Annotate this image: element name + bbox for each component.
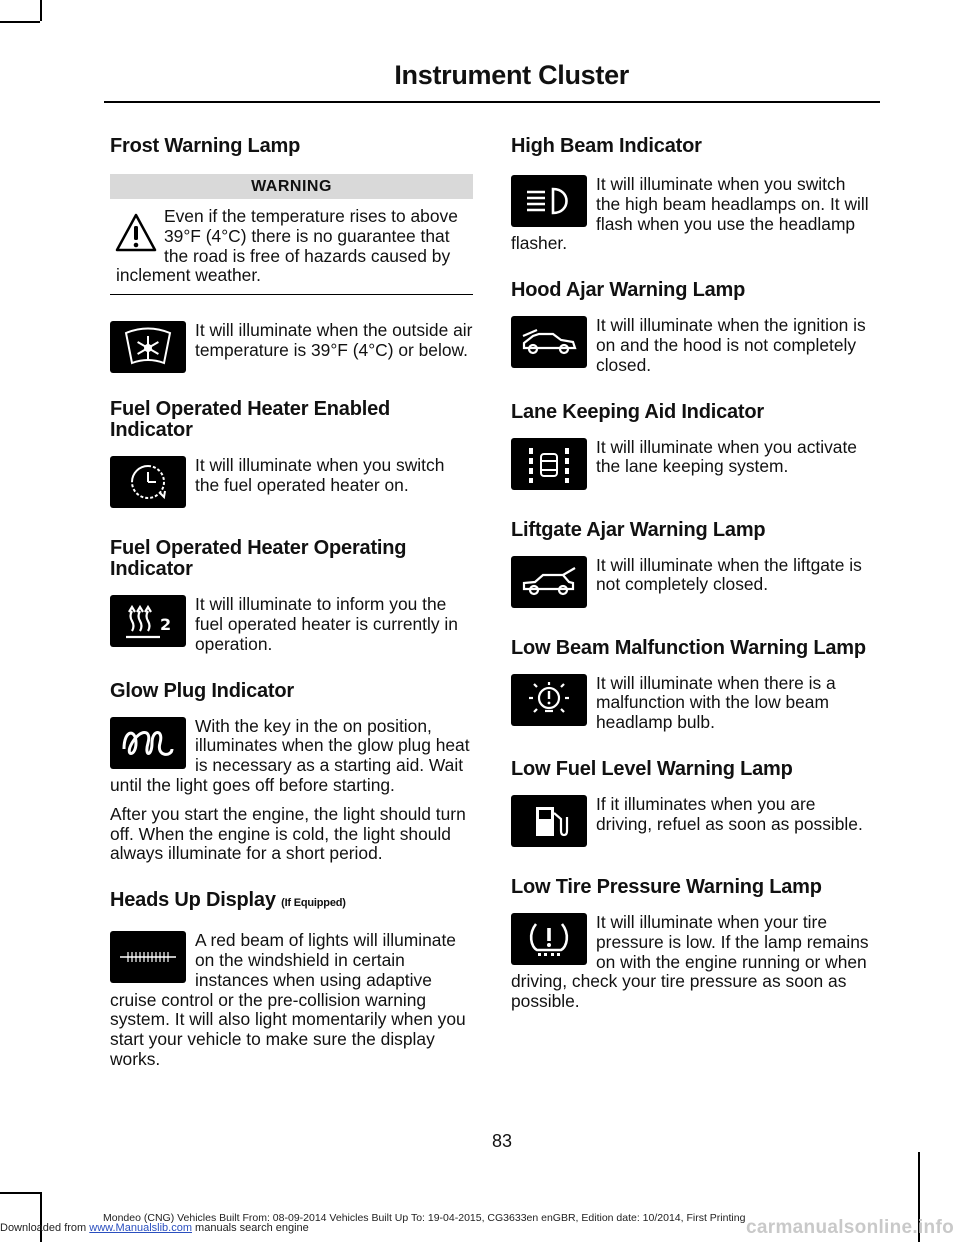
low-fuel-section	[511, 759, 874, 851]
crop-mark-bottom-left-v	[40, 1192, 42, 1242]
warning-triangle-icon	[114, 211, 158, 255]
liftgate-ajar-icon-box	[511, 556, 587, 608]
lane-keeping-section	[511, 402, 874, 494]
right-column	[511, 136, 874, 1038]
low-fuel-heading: Low Fuel Level Warning Lamp	[511, 757, 793, 780]
lane-keeping-text: It will illuminate when you activate the lane keeping system.	[596, 436, 857, 477]
low-tire-icon-box	[511, 913, 587, 965]
liftgate-ajar-text: It will illuminate when the liftgate is not completely closed.	[596, 554, 862, 595]
high-beam-icon-box	[511, 175, 587, 227]
frost-icon-box	[110, 321, 186, 373]
download-suffix: manuals search engine	[195, 1222, 309, 1234]
crop-mark-top-left-v	[40, 0, 42, 21]
glow-plug-text-2: After you start the engine, the light should turn off. When the engine is cold, the light should always illuminate for a short period.	[110, 803, 466, 864]
fuel-heater-operating-heading: Fuel Operated Heater Operating Indicator	[110, 537, 407, 581]
lane-keeping-heading: Lane Keeping Aid Indicator	[511, 400, 764, 423]
page-title: Instrument Cluster	[394, 60, 629, 90]
glow-plug-section	[110, 681, 473, 865]
low-tire-section	[511, 877, 874, 1012]
hood-ajar-text: It will illuminate when the ignition is on and the hood is not completely closed.	[596, 315, 866, 375]
heads-up-display-heading	[110, 890, 473, 914]
lane-keeping-icon-box	[511, 438, 587, 490]
liftgate-ajar-heading: Liftgate Ajar Warning Lamp	[511, 518, 766, 541]
fuel-pump-icon	[519, 801, 579, 841]
warning-box	[110, 207, 473, 295]
warning-label: WARNING	[110, 174, 473, 199]
low-fuel-icon-box	[511, 795, 587, 847]
hood-ajar-heading: Hood Ajar Warning Lamp	[511, 279, 746, 302]
heads-up-display-note: (If Equipped)	[281, 897, 346, 910]
heater-operating-icon	[118, 601, 178, 641]
left-column	[110, 136, 473, 1096]
low-beam-text: It will illuminate when there is a malfunction with the low beam headlamp bulb.	[596, 672, 836, 733]
liftgate-ajar-section	[511, 520, 874, 612]
low-tire-text: It will illuminate when your tire pressure is low. If the lamp remains on with the engine running or when driving, check your tire pressure as soon as possible.	[511, 911, 869, 1012]
hood-ajar-car-icon	[519, 322, 579, 362]
hood-ajar-section	[511, 280, 874, 375]
heads-up-display-icon-box	[110, 931, 186, 983]
fuel-heater-operating-section	[110, 538, 473, 654]
heads-up-display-text: A red beam of lights will illuminate on the windshield in certain instances when using adaptive cruise control or the pre-collision warning system. It will also light momentarily when you start your vehicle to make sure the display works.	[110, 930, 466, 1069]
high-beam-text: It will illuminate when you switch the high beam headlamps on. It will flash when you use the headlamp flasher.	[511, 174, 869, 254]
download-prefix: Downloaded from	[0, 1222, 87, 1234]
frost-warning-section	[110, 136, 473, 377]
crop-mark-bottom-left-h	[0, 1192, 40, 1194]
low-beam-icon-box	[511, 674, 587, 726]
heater-timer-clock-icon	[118, 462, 178, 502]
heads-up-display-beam-icon	[118, 937, 178, 977]
fuel-heater-enabled-section	[110, 399, 473, 512]
high-beam-headlamp-icon	[519, 181, 579, 221]
manualslib-link[interactable]: www.Manualslib.com	[89, 1222, 192, 1234]
fuel-heater-operating-icon-box	[110, 595, 186, 647]
lane-keeping-car-icon	[519, 444, 579, 484]
fuel-heater-enabled-text: It will illuminate when you switch the fuel operated heater on.	[195, 455, 445, 495]
heads-up-display-section	[110, 890, 473, 1070]
fuel-heater-enabled-heading: Fuel Operated Heater Enabled Indicator	[110, 398, 391, 442]
heads-up-display-title: Heads Up Display	[110, 889, 276, 912]
frost-warning-heading: Frost Warning Lamp	[110, 135, 301, 157]
low-fuel-text: If it illuminates when you are driving, refuel as soon as possible.	[596, 793, 863, 834]
edition-meta: Mondeo (CNG) Vehicles Built From: 08-09-2014 Vehicles Built Up To: 19-04-2015, CG3633en enGBR, Edition date: 10/2014, First Printing	[103, 1212, 746, 1224]
warning-text: Even if the temperature rises to above 39°F (4°C) there is no guarantee that the road is free of hazards caused by inclement weather.	[116, 206, 458, 286]
page-number: 83	[491, 1131, 513, 1151]
watermark: carmanualsonline.info	[746, 1217, 954, 1238]
liftgate-ajar-car-icon	[519, 562, 579, 602]
tire-pressure-icon	[519, 919, 579, 959]
svg-text:2: 2	[160, 615, 172, 635]
high-beam-section	[511, 136, 874, 254]
glow-plug-coil-icon	[118, 723, 178, 763]
glow-plug-text: With the key in the on position, illuminates when the glow plug heat is necessary as a starting aid. Wait until the light goes off before starting.	[110, 715, 470, 795]
fuel-heater-enabled-icon-box	[110, 456, 186, 508]
glow-plug-icon-box	[110, 717, 186, 769]
hood-ajar-icon-box	[511, 316, 587, 368]
title-rule	[104, 101, 880, 103]
glow-plug-heading: Glow Plug Indicator	[110, 679, 294, 702]
bulb-malfunction-icon	[519, 680, 579, 720]
frost-text: It will illuminate when the outside air temperature is 39°F (4°C) or below.	[195, 320, 473, 360]
low-beam-heading: Low Beam Malfunction Warning Lamp	[511, 636, 866, 659]
low-beam-section	[511, 638, 874, 733]
high-beam-heading: High Beam Indicator	[511, 135, 702, 157]
crop-mark-top-left-h	[0, 21, 40, 23]
frost-snowflake-icon	[118, 327, 178, 367]
low-tire-heading: Low Tire Pressure Warning Lamp	[511, 875, 822, 898]
fuel-heater-operating-text: It will illuminate to inform you the fuel operated heater is currently in operation.	[195, 594, 458, 654]
